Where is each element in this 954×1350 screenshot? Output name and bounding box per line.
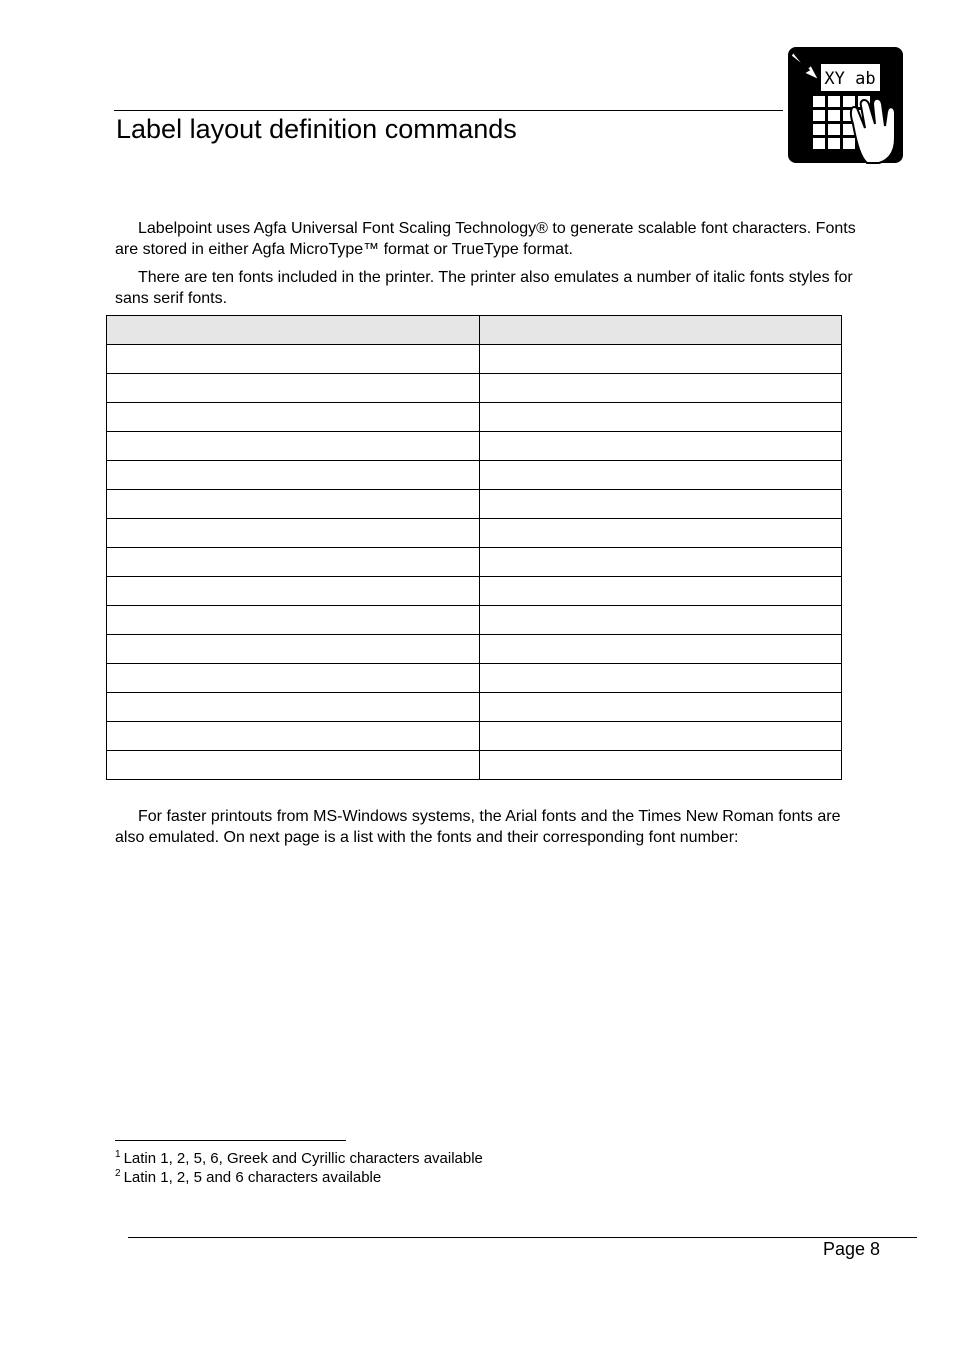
- table-cell: [107, 722, 480, 751]
- table-cell: [480, 432, 842, 461]
- font-table-header-row: [107, 316, 842, 345]
- table-cell: [107, 490, 480, 519]
- table-cell: [480, 519, 842, 548]
- table-row: [107, 432, 842, 461]
- table-row: [107, 403, 842, 432]
- table-cell: [107, 577, 480, 606]
- table-cell: [480, 548, 842, 577]
- table-cell: [107, 606, 480, 635]
- table-cell: [480, 490, 842, 519]
- table-row: [107, 635, 842, 664]
- table-cell: [480, 577, 842, 606]
- footnote-1: [115, 1149, 483, 1168]
- intro-paragraph-text: Labelpoint uses Agfa Universal Font Scaling Technology® to generate scalable font characters. Fonts are stored in either Agfa MicroType™ format or TrueType format.: [115, 220, 856, 258]
- table-cell: [480, 403, 842, 432]
- calculator-hand-icon: [787, 46, 905, 166]
- footnote-rule: [115, 1140, 346, 1141]
- table-row: [107, 751, 842, 780]
- table-row: [107, 461, 842, 490]
- font-table: [106, 315, 842, 780]
- table-cell: [107, 664, 480, 693]
- table-cell: [107, 751, 480, 780]
- table-cell: [480, 606, 842, 635]
- font-table-header-cell: [107, 316, 480, 345]
- table-cell: [480, 722, 842, 751]
- table-cell: [480, 693, 842, 722]
- table-row: [107, 664, 842, 693]
- footnote-mark: 2: [115, 1168, 121, 1179]
- footnote-mark: 1: [115, 1149, 121, 1160]
- windows-fonts-paragraph-text: For faster printouts from MS-Windows systems, the Arial fonts and the Times New Roman fonts are also emulated. On next page is a list with the fonts and their corresponding font number:: [115, 808, 841, 846]
- table-cell: [107, 461, 480, 490]
- table-cell: [480, 751, 842, 780]
- footer-rule: [128, 1237, 917, 1238]
- table-row: [107, 374, 842, 403]
- table-row: [107, 345, 842, 374]
- page-number: Page 8: [823, 1239, 881, 1259]
- table-row: [107, 722, 842, 751]
- table-cell: [107, 345, 480, 374]
- intro-paragraph: [115, 218, 860, 260]
- table-row: [107, 577, 842, 606]
- table-cell: [480, 461, 842, 490]
- table-cell: [107, 432, 480, 461]
- table-cell: [107, 548, 480, 577]
- table-cell: [107, 403, 480, 432]
- table-cell: [107, 693, 480, 722]
- table-row: [107, 519, 842, 548]
- header-rule: [114, 110, 783, 111]
- table-row: [107, 693, 842, 722]
- table-row: [107, 606, 842, 635]
- fonts-paragraph: [115, 267, 860, 309]
- fonts-paragraph-text: There are ten fonts included in the printer. The printer also emulates a number of italic fonts styles for sans serif fonts.: [115, 269, 853, 307]
- table-cell: [107, 374, 480, 403]
- table-row: [107, 548, 842, 577]
- page-title: Label layout definition commands: [116, 114, 517, 144]
- table-cell: [107, 519, 480, 548]
- table-cell: [480, 635, 842, 664]
- font-table-header-cell: [480, 316, 842, 345]
- logo-text: XY ab: [824, 69, 876, 89]
- table-cell: [480, 374, 842, 403]
- table-cell: [480, 345, 842, 374]
- table-cell: [480, 664, 842, 693]
- windows-fonts-paragraph: [115, 806, 860, 848]
- footnote-text: Latin 1, 2, 5, 6, Greek and Cyrillic characters available: [123, 1150, 483, 1167]
- footnote-text: Latin 1, 2, 5 and 6 characters available: [123, 1169, 382, 1186]
- table-row: [107, 490, 842, 519]
- table-cell: [107, 635, 480, 664]
- footnote-2: [115, 1168, 381, 1187]
